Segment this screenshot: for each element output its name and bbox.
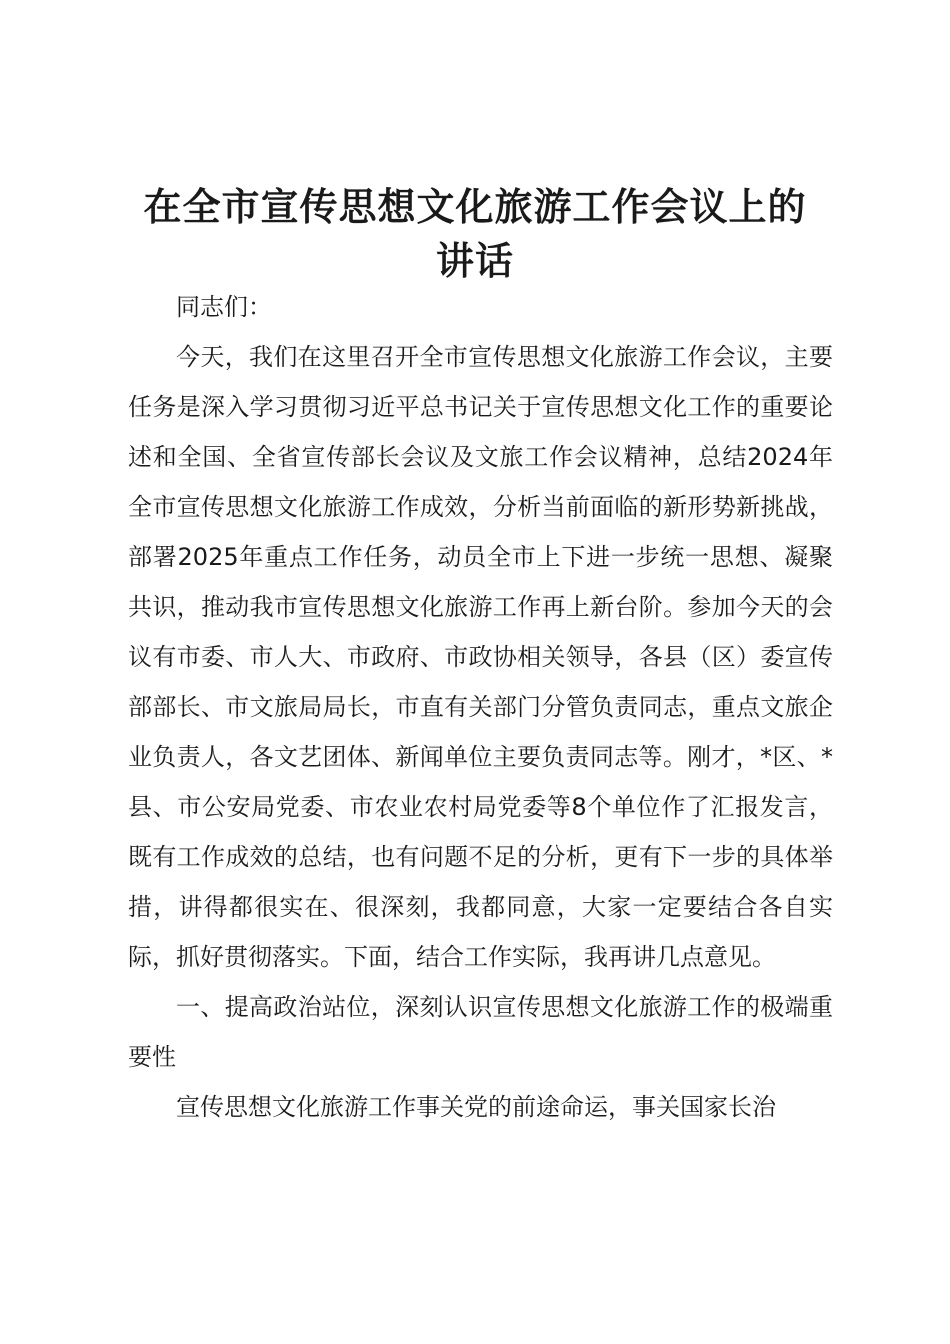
section-heading-1: 一、提高政治站位，深刻认识宣传思想文化旅游工作的极端重要性 [128,993,833,1071]
section-1-paragraph: 宣传思想文化旅游工作事关党的前途命运，事关国家长治 [176,1093,776,1121]
title-line-2: 讲话 [435,238,514,283]
opening-paragraph: 今天，我们在这里召开全市宣传思想文化旅游工作会议，主要任务是深入学习贯彻习近平总书记关于宣传思想文化工作的重要论述和全国、全省宣传部长会议及文旅工作会议精神，总结2024年全市宣传思想文化旅游工作成效，分析当前面临的新形势新挑战，部署2025年重点工作任务，动员全市上下进一步统一思想、凝聚共识，推动我市宣传思想文化旅游工作再上新台阶。参加今天的会议有市委、市人大、市政府、市政协相关领导，各县（区）委宣传部部长、市文旅局局长，市直有关部门分管负责同志，重点文旅企业负责人，各文艺团体、新闻单位主要负责同志等。刚才，*区、*县、市公安局党委、市农业农村局党委等8个单位作了汇报发言，既有工作成效的总结，也有问题不足的分析，更有下一步的具体举措，讲得都很实在、很深刻，我都同意，大家一定要结合各自实际，抓好贯彻落实。下面，结合工作实际，我再讲几点意见。 [128,343,833,971]
salutation: 同志们： [176,293,272,321]
document-title [110,180,840,288]
title-line-1: 在全市宣传思想文化旅游工作会议上的 [143,184,807,229]
document-body [128,282,833,1132]
